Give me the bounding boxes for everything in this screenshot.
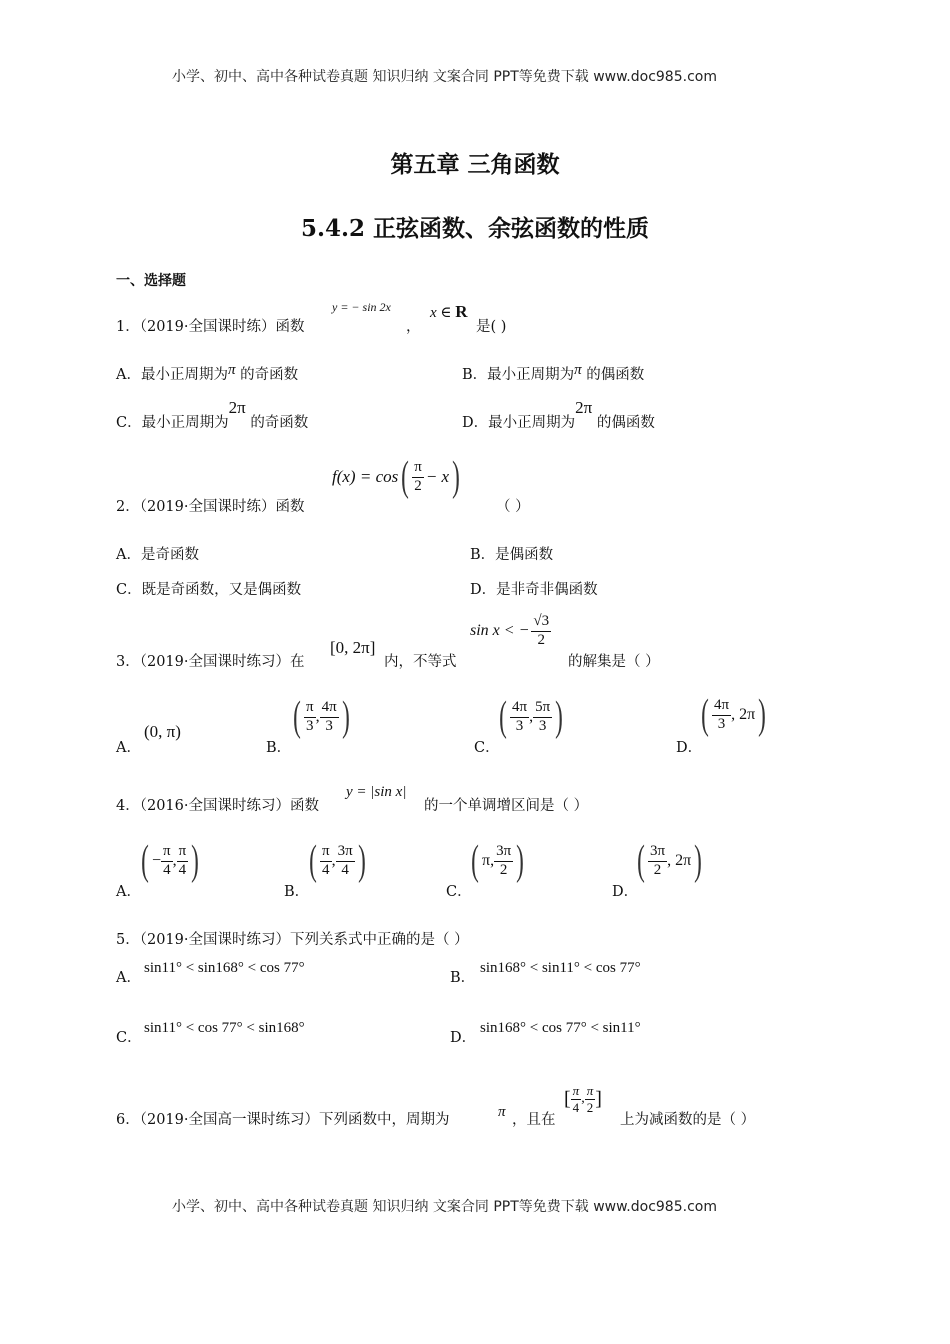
q4-option-a: ( − $\frac{\pi}{4}$ , $\frac{\pi}{4}$ ) [141,838,200,884]
q1-option-c: C．最小正周期为2π 的奇函数 [116,398,309,431]
q2-option-d: D．是非奇非偶函数 [470,582,598,598]
q4-option-b: ( $\frac{\pi}{4}$ , $\frac{3\pi}{4}$ ) [309,838,366,884]
page-footer: 小学、初中、高中各种试卷真题 知识归纳 文案合同 PPT等免费下载 www.doc985.com [172,1199,717,1215]
q4-stem: 4．（2016·全国课时练习）函数 [116,798,319,814]
q5-option-a: sin11° < sin168° < cos 77° [144,960,305,976]
q4-option-d-label: D． [612,884,639,900]
q3-interval: [0, 2π] [330,638,376,657]
q5-option-d-label: D． [450,1030,477,1046]
q3-inequality: sin x < − $\frac{√3}{2}$ [470,613,550,648]
q4-option-c-label: C． [446,884,472,900]
q6-stem: 6．（2019·全国高一课时练习）下列函数中，周期为 [116,1112,450,1128]
part-heading: 一、选择题 [116,273,186,289]
q2-option-a: A．是奇函数 [116,547,199,563]
chapter-title: 第五章 三角函数 [390,151,560,178]
q5-option-d: sin168° < cos 77° < sin11° [480,1020,641,1036]
q2-bracket: （ ） [496,499,530,515]
q2-option-b: B．是偶函数 [470,547,554,563]
q3-option-d: ( $\frac{4\pi}{3}$ , 2π ) [701,692,767,738]
q4-option-d: ( $\frac{3\pi}{2}$ , 2π ) [637,838,703,884]
q3-option-a-label: A． [116,740,141,756]
q6-stem-end: 上为减函数的是（ ） [620,1112,756,1128]
q6-period-symbol: π [498,1104,506,1120]
q4-option-b-label: B． [284,884,310,900]
q6-stem-mid: ，且在 [512,1112,556,1128]
q3-option-c-label: C． [474,740,500,756]
q1-option-b: B．最小正周期为π 的偶函数 [462,362,645,383]
q3-option-d-label: D． [676,740,703,756]
q5-option-a-label: A． [116,970,141,986]
q1-formula-y: y = − sin 2x [332,300,391,314]
page-header: 小学、初中、高中各种试卷真题 知识归纳 文案合同 PPT等免费下载 www.doc985.com [172,69,717,85]
q3-option-b: ( $\frac{\pi}{3}$ , $\frac{4\pi}{3}$ ) [293,694,350,740]
q1-option-d: D．最小正周期为2π 的偶函数 [462,398,655,431]
q3-option-c: ( $\frac{4\pi}{3}$ , $\frac{5\pi}{3}$ ) [499,694,564,740]
q5-option-c-label: C． [116,1030,142,1046]
q3-option-b-label: B． [266,740,292,756]
q2-stem: 2．（2019·全国课时练）函数 [116,499,305,515]
q1-formula-domain: x ∈ R [430,302,468,321]
q5-option-b: sin168° < sin11° < cos 77° [480,960,641,976]
q4-option-c: ( π, $\frac{3\pi}{2}$ ) [471,838,525,884]
q5-stem: 5．（2019·全国课时练习）下列关系式中正确的是（ ） [116,932,469,948]
q3-stem-mid: 内，不等式 [384,654,457,670]
q5-option-b-label: B． [450,970,476,986]
q4-stem-end: 的一个单调增区间是（ ） [424,798,589,814]
q6-interval: [ $\frac{\pi}{4}$ , $\frac{\pi}{2}$ ] [564,1083,602,1115]
q3-option-a: (0, π) [144,722,181,741]
q2-option-c: C．既是奇函数，又是偶函数 [116,582,302,598]
q5-option-c: sin11° < cos 77° < sin168° [144,1020,305,1036]
q4-formula: y = |sin x| [346,784,407,800]
q2-formula: f(x) = cos ( $\frac{\pi}{2}$ − x ) [332,454,460,500]
q1-stem-end: 是( ) [476,319,507,335]
q1-stem: 1．（2019·全国课时练）函数 [116,319,305,335]
q4-option-a-label: A． [116,884,141,900]
section-title: 5.4.2 正弦函数、余弦函数的性质 [300,215,650,242]
q1-comma: ， [406,319,421,335]
q1-option-a: A．最小正周期为π 的奇函数 [116,362,299,383]
q3-stem: 3．（2019·全国课时练习）在 [116,654,305,670]
q3-stem-end: 的解集是（ ） [568,654,660,670]
